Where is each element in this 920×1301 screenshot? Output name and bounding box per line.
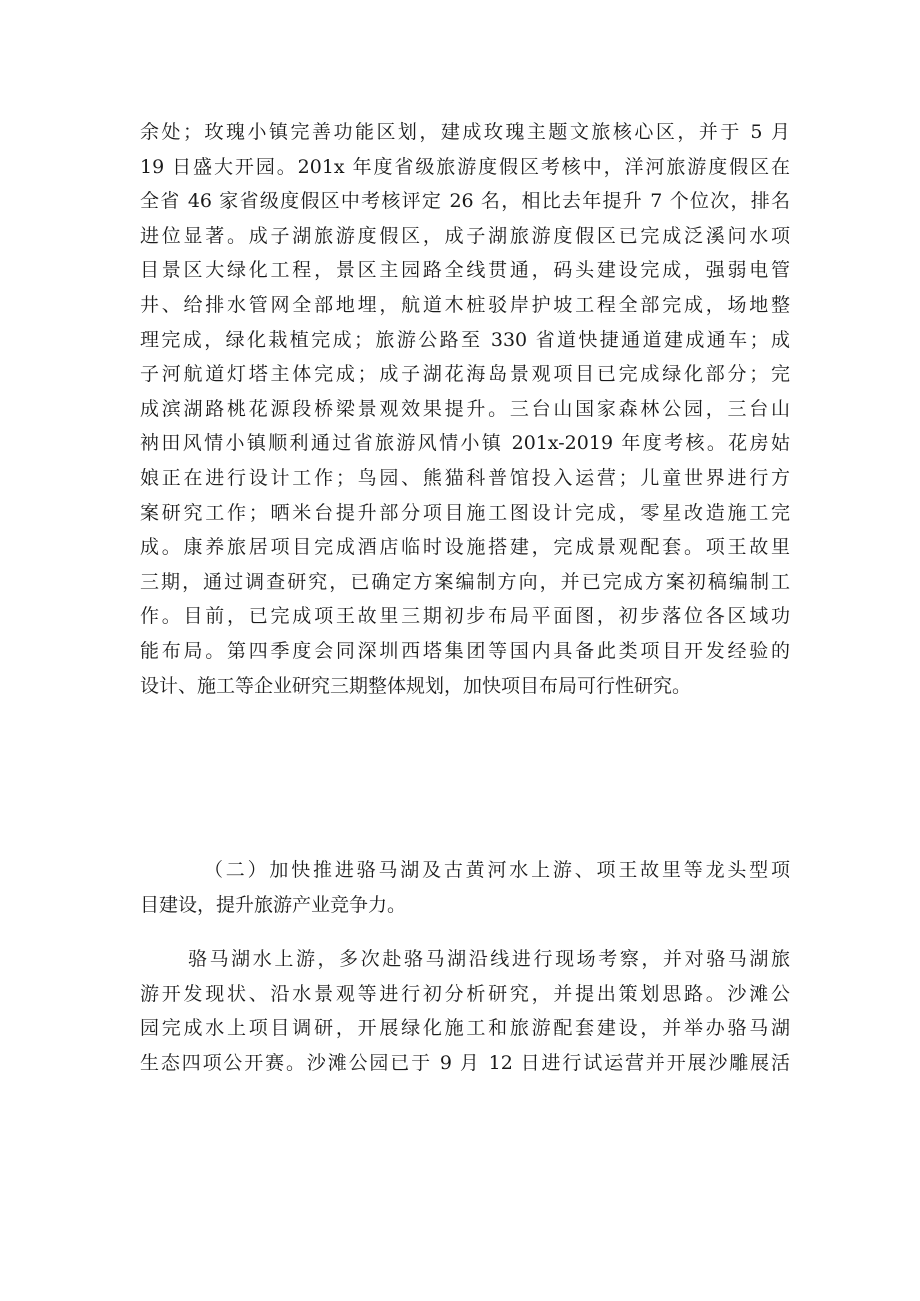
text-line: 作。目前，已完成项王故里三期初步布局平面图，初步落位各区域功 — [140, 605, 790, 628]
text-line: 设计、施工等企业研究三期整体规划，加快项目布局可行性研究。 — [140, 674, 692, 697]
text-line: 三期，通过调查研究，已确定方案编制方向，并已完成方案初稿编制工 — [140, 570, 790, 593]
text-line: 井、给排水管网全部地埋，航道木桩驳岸护坡工程全部完成，场地整 — [140, 293, 790, 316]
section-heading-2 — [140, 853, 790, 922]
text-line: 全省 46 家省级度假区中考核评定 26 名，相比去年提升 7 个位次，排名 — [140, 190, 790, 213]
text-line: 园完成水上项目调研，开展绿化施工和旅游配套建设，并举办骆马湖 — [140, 1017, 790, 1040]
heading-line: 目建设，提升旅游产业竞争力。 — [140, 893, 407, 916]
text-line: 进位显著。成子湖旅游度假区，成子湖旅游度假区已完成泛溪问水项 — [140, 224, 790, 247]
text-line: 骆马湖水上游，多次赴骆马湖沿线进行现场考察，并对骆马湖旅 — [188, 948, 790, 970]
text-line: 成滨湖路桃花源段桥梁景观效果提升。三台山国家森林公园，三台山 — [140, 397, 790, 420]
text-line: 成。康养旅居项目完成酒店临时设施搭建，完成景观配套。项王故里 — [140, 536, 790, 559]
text-line: 生态四项公开赛。沙滩公园已于 9 月 12 日进行试运营并开展沙雕展活 — [140, 1051, 790, 1074]
text-line: 目景区大绿化工程，景区主园路全线贯通，码头建设完成，强弱电管 — [140, 259, 790, 282]
text-line: 游开发现状、沿水景观等进行初分析研究，并提出策划思路。沙滩公 — [140, 982, 790, 1005]
text-line: 案研究工作；晒米台提升部分项目施工图设计完成，零星改造施工完 — [140, 501, 790, 524]
heading-line: （二）加快推进骆马湖及古黄河水上游、项王故里等龙头型项 — [204, 859, 790, 881]
text-line: 19 日盛大开园。201x 年度省级旅游度假区考核中，洋河旅游度假区在 — [140, 155, 790, 178]
paragraph-luoma-lake — [140, 942, 790, 1080]
paragraph-tourism-projects — [140, 115, 790, 703]
text-line: 能布局。第四季度会同深圳西塔集团等国内具备此类项目开发经验的 — [140, 639, 790, 662]
text-line: 娘正在进行设计工作；鸟园、熊猫科普馆投入运营；儿童世界进行方 — [140, 466, 790, 489]
text-line: 理完成，绿化栽植完成；旅游公路至 330 省道快捷通道建成通车；成 — [140, 328, 790, 351]
text-line: 子河航道灯塔主体完成；成子湖花海岛景观项目已完成绿化部分；完 — [140, 363, 790, 386]
text-line: 余处；玫瑰小镇完善功能区划，建成玫瑰主题文旅核心区，并于 5 月 — [140, 121, 790, 143]
text-line: 衲田风情小镇顺利通过省旅游风情小镇 201x-2019 年度考核。花房姑 — [140, 432, 790, 455]
